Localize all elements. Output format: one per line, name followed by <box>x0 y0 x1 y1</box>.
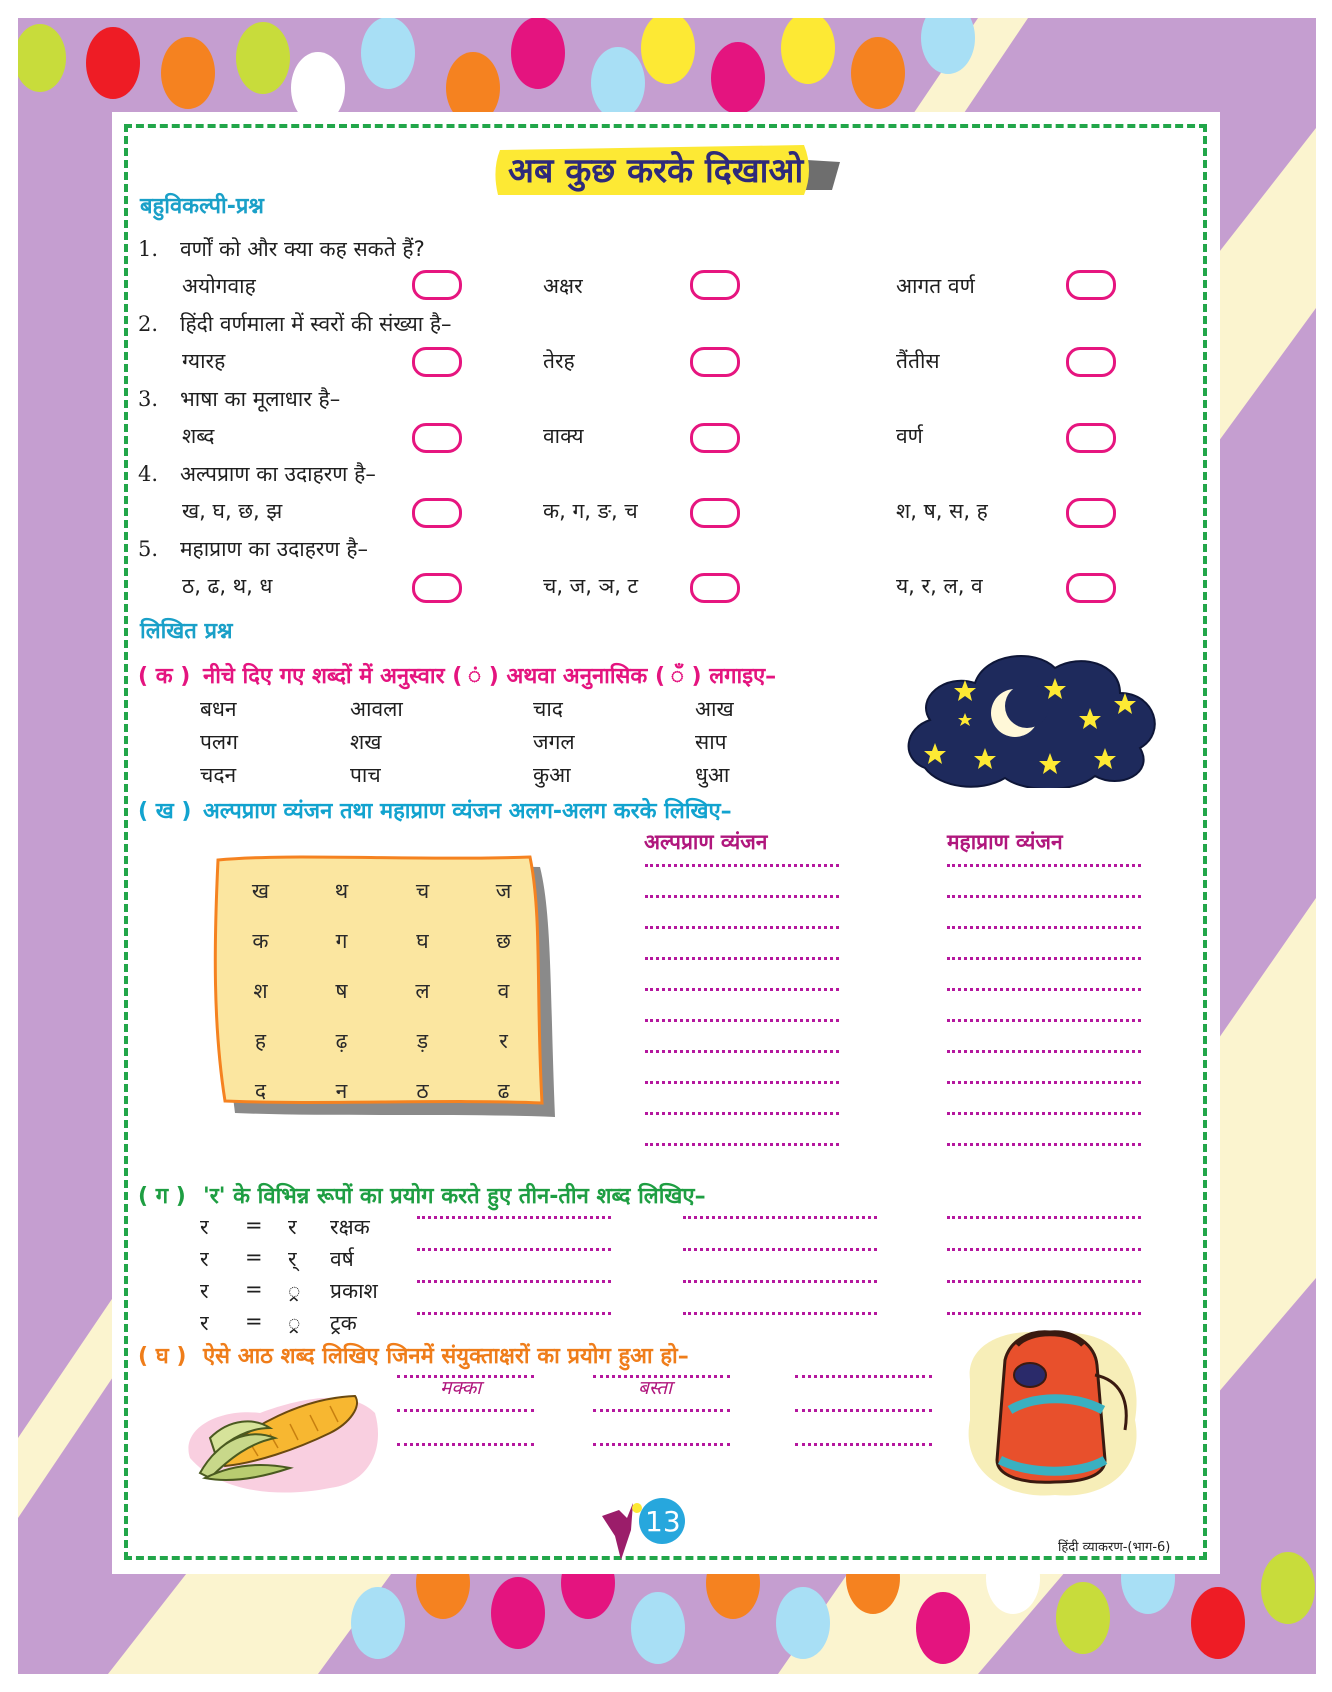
answer-checkbox[interactable] <box>690 270 740 300</box>
answer-line[interactable] <box>683 1280 877 1283</box>
alpaprana-column-heading: अल्पप्राण व्यंजन <box>644 830 768 854</box>
answer-line[interactable] <box>795 1443 932 1446</box>
word-item: कुआ <box>533 763 571 787</box>
question-number: 1. <box>138 237 159 261</box>
answer-line[interactable] <box>645 1050 839 1053</box>
question-ka-instruction: नीचे दिए गए शब्दों में अनुस्वार ( ं ) अथवा अनुनासिक ( ँ ) लगाइए– <box>203 664 777 689</box>
ra-example: रक्षक <box>330 1215 370 1239</box>
mcq-heading: बहुविकल्पी-प्रश्न <box>140 194 264 219</box>
answer-line[interactable] <box>683 1248 877 1251</box>
answer-checkbox[interactable] <box>1066 270 1116 300</box>
answer-line[interactable] <box>683 1312 877 1315</box>
answer-line[interactable] <box>645 1112 839 1115</box>
grid-letter: छ <box>496 929 511 953</box>
grid-letter: व <box>497 979 510 1003</box>
answer-checkbox[interactable] <box>412 498 462 528</box>
answer-line[interactable] <box>417 1248 611 1251</box>
answer-line[interactable] <box>645 895 839 898</box>
option-label: श, ष, स, ह <box>896 499 988 523</box>
word-item: शख <box>350 730 382 754</box>
answer-line[interactable] <box>947 864 1141 867</box>
question-text: महाप्राण का उदाहरण है– <box>180 537 368 561</box>
backpack-icon <box>955 1320 1145 1500</box>
grid-letter: ज <box>495 879 512 903</box>
option-label: य, र, ल, व <box>896 574 983 598</box>
ra-example: प्रकाश <box>330 1279 378 1303</box>
answer-line[interactable] <box>645 988 839 991</box>
answer-line[interactable] <box>947 1081 1141 1084</box>
grid-letter: र <box>499 1029 508 1053</box>
grid-letter: ख <box>251 879 270 903</box>
option-label: तैंतीस <box>896 349 940 373</box>
page-title: अब कुछ करके दिखाओ <box>508 151 804 191</box>
option-label: वाक्य <box>543 424 584 448</box>
option-label: अक्षर <box>543 274 583 298</box>
question-number: 5. <box>138 537 159 561</box>
answer-checkbox[interactable] <box>1066 423 1116 453</box>
answer-line[interactable] <box>645 957 839 960</box>
option-label: ख, घ, छ, झ <box>182 499 283 523</box>
question-number: 3. <box>138 387 159 411</box>
answer-checkbox[interactable] <box>412 573 462 603</box>
question-ka-label: ( क ) <box>138 664 191 689</box>
answer-line[interactable] <box>417 1312 611 1315</box>
answer-line[interactable] <box>593 1375 730 1378</box>
answer-checkbox[interactable] <box>690 423 740 453</box>
written-heading: लिखित प्रश्न <box>140 619 233 644</box>
answer-line[interactable] <box>947 1248 1141 1251</box>
word-item: बधन <box>200 697 237 721</box>
grid-letter: च <box>415 879 430 903</box>
option-label: आगत वर्ण <box>896 274 975 298</box>
option-label: ग्यारह <box>182 349 226 373</box>
answer-line[interactable] <box>645 864 839 867</box>
grid-letter: घ <box>416 929 429 953</box>
option-label: तेरह <box>543 349 575 373</box>
ra-example: वर्ष <box>330 1247 354 1271</box>
answer-line[interactable] <box>417 1216 611 1219</box>
answer-checkbox[interactable] <box>690 347 740 377</box>
ra-form: र <box>288 1215 297 1239</box>
question-gha-label: ( घ ) <box>138 1344 187 1369</box>
grid-letter: ह <box>254 1029 267 1053</box>
answer-line[interactable] <box>645 1081 839 1084</box>
ra-base: र <box>200 1311 209 1335</box>
question-gha-instruction: ऐसे आठ शब्द लिखिए जिनमें संयुक्ताक्षरों का प्रयोग हुआ हो– <box>203 1344 689 1369</box>
answer-line[interactable] <box>645 1019 839 1022</box>
grid-letter: द <box>254 1079 267 1103</box>
equals-sign: = <box>245 1213 263 1237</box>
grid-letter: ल <box>415 979 430 1003</box>
question-text: हिंदी वर्णमाला में स्वरों की संख्या है– <box>180 312 452 336</box>
answer-checkbox[interactable] <box>690 573 740 603</box>
word-item: चाद <box>533 697 563 721</box>
question-number: 2. <box>138 312 159 336</box>
question-ga-instruction: 'र' के विभिन्न रूपों का प्रयोग करते हुए तीन-तीन शब्द लिखिए– <box>203 1184 706 1209</box>
answer-line[interactable] <box>947 1019 1141 1022</box>
word-item: धुआ <box>695 763 730 787</box>
answer-line[interactable] <box>417 1280 611 1283</box>
answer-line[interactable] <box>947 1216 1141 1219</box>
answer-line[interactable] <box>947 1312 1141 1315</box>
answer-line[interactable] <box>645 926 839 929</box>
answer-checkbox[interactable] <box>1066 347 1116 377</box>
ra-base: र <box>200 1279 209 1303</box>
word-item: साप <box>695 730 727 754</box>
equals-sign: = <box>245 1277 263 1301</box>
ra-form: र् <box>288 1247 297 1271</box>
word-item: आख <box>695 697 734 721</box>
night-sky-icon <box>905 648 1163 788</box>
page-number: 13 <box>645 1505 681 1538</box>
word-item: आवला <box>350 697 403 721</box>
ra-form: ्र <box>288 1279 301 1303</box>
answer-line[interactable] <box>397 1409 534 1412</box>
answer-line[interactable] <box>683 1216 877 1219</box>
answer-line[interactable] <box>947 895 1141 898</box>
answer-line[interactable] <box>593 1409 730 1412</box>
question-ga-label: ( ग ) <box>138 1184 186 1209</box>
grid-letter: ष <box>335 979 348 1003</box>
question-kha-instruction: अल्पप्राण व्यंजन तथा महाप्राण व्यंजन अलग-अलग करके लिखिए– <box>203 799 732 824</box>
option-label: क, ग, ङ, च <box>543 499 638 523</box>
answer-line[interactable] <box>397 1443 534 1446</box>
ra-base: र <box>200 1247 209 1271</box>
question-text: भाषा का मूलाधार है– <box>180 387 341 411</box>
equals-sign: = <box>245 1309 263 1333</box>
answer-line[interactable] <box>593 1443 730 1446</box>
answer-line[interactable] <box>645 1143 839 1146</box>
grid-letter: न <box>335 1079 348 1103</box>
grid-letter: ढ़ <box>335 1029 348 1053</box>
grid-letter: थ <box>334 879 349 903</box>
answer-checkbox[interactable] <box>690 498 740 528</box>
question-text: वर्णों को और क्या कह सकते हैं? <box>180 237 425 261</box>
answer-line[interactable] <box>947 988 1141 991</box>
corn-icon <box>180 1368 385 1498</box>
answer-line[interactable] <box>397 1375 534 1378</box>
ra-base: र <box>200 1215 209 1239</box>
grid-letter: ड़ <box>416 1029 429 1053</box>
grid-letter: ढ <box>497 1079 510 1103</box>
answer-checkbox[interactable] <box>1066 573 1116 603</box>
word-item: चदन <box>200 763 237 787</box>
answer-line[interactable] <box>947 1050 1141 1053</box>
mahaprana-column-heading: महाप्राण व्यंजन <box>947 830 1063 854</box>
option-label: वर्ण <box>896 424 923 448</box>
grid-letter: श <box>253 979 268 1003</box>
answer-line[interactable] <box>947 926 1141 929</box>
ra-example: ट्रक <box>330 1311 357 1335</box>
answer-line[interactable] <box>947 1280 1141 1283</box>
grid-letter: ठ <box>416 1079 429 1103</box>
grid-letter: ग <box>335 929 348 953</box>
ra-form: ्र <box>288 1311 301 1335</box>
answer-line[interactable] <box>795 1409 932 1412</box>
option-label: ठ, ढ, थ, ध <box>182 574 273 598</box>
word-item: पाच <box>350 763 381 787</box>
answer-checkbox[interactable] <box>412 347 462 377</box>
equals-sign: = <box>245 1245 263 1269</box>
option-label: अयोगवाह <box>182 274 256 298</box>
answer-checkbox[interactable] <box>412 270 462 300</box>
word-item: पलग <box>200 730 238 754</box>
example-word: बस्ता <box>638 1377 672 1399</box>
answer-line[interactable] <box>795 1375 932 1378</box>
answer-checkbox[interactable] <box>412 423 462 453</box>
question-text: अल्पप्राण का उदाहरण है– <box>180 462 376 486</box>
question-kha-label: ( ख ) <box>138 799 192 824</box>
option-label: शब्द <box>182 424 215 448</box>
footer-text: हिंदी व्याकरण-(भाग-6) <box>1058 1540 1171 1555</box>
example-word: मक्का <box>440 1377 482 1399</box>
answer-line[interactable] <box>947 957 1141 960</box>
answer-line[interactable] <box>947 1143 1141 1146</box>
answer-line[interactable] <box>947 1112 1141 1115</box>
answer-checkbox[interactable] <box>1066 498 1116 528</box>
option-label: च, ज, ञ, ट <box>543 574 639 598</box>
grid-letter: क <box>252 929 269 953</box>
word-item: जगल <box>533 730 575 754</box>
question-number: 4. <box>138 462 159 486</box>
letter-grid <box>220 866 544 1116</box>
